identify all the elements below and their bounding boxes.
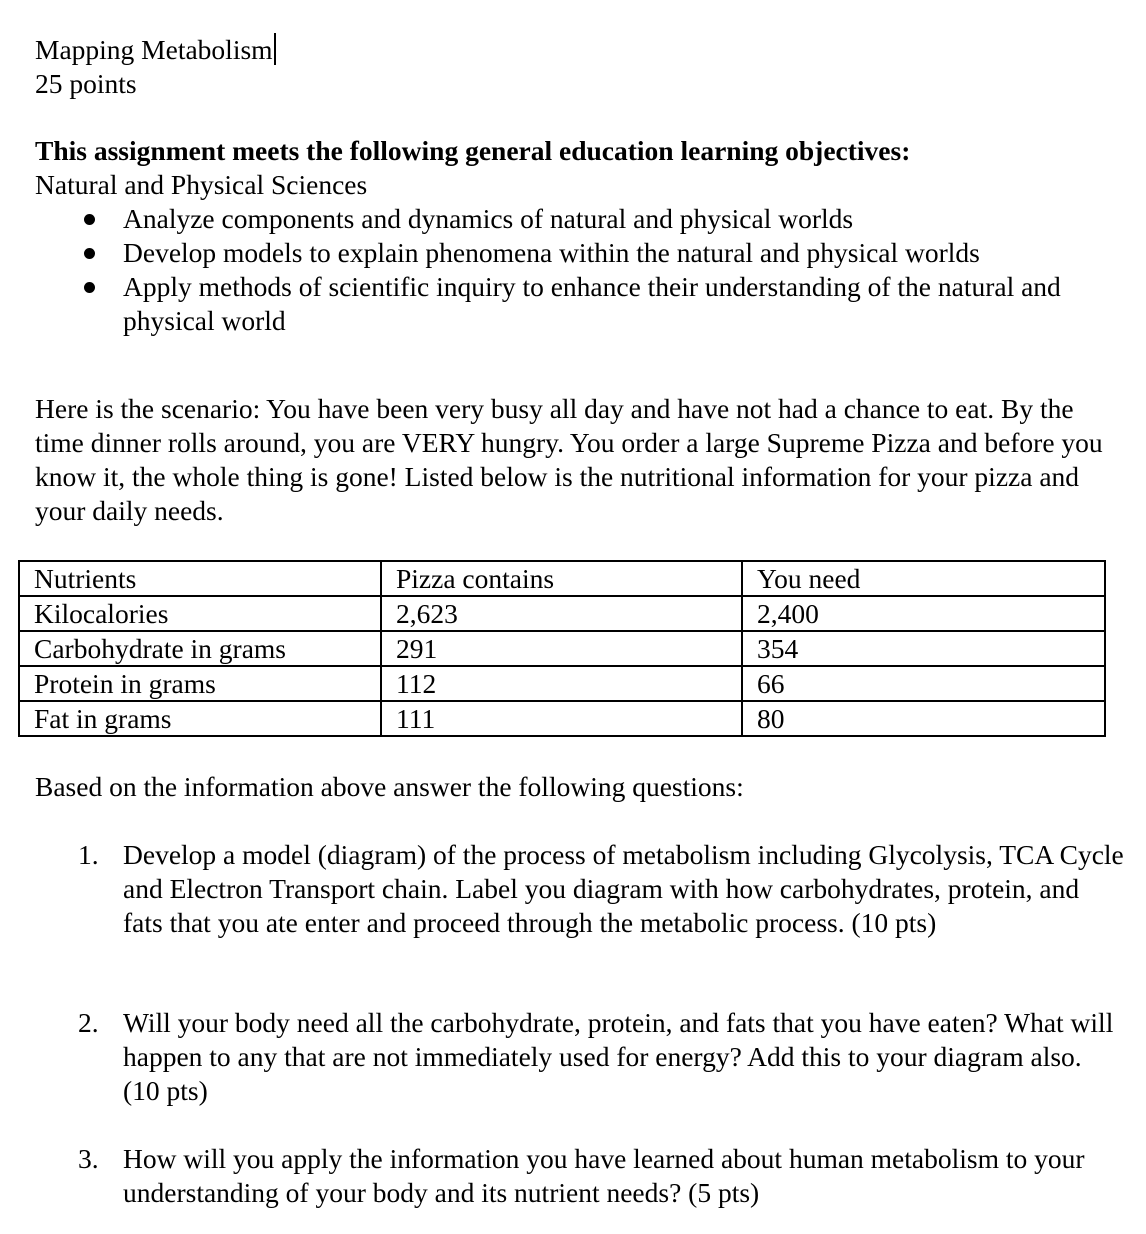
question-text: How will you apply the information you have learned about human metabolism to your understanding of your body and its nutrient needs? (5 pts) (123, 1143, 1085, 1208)
nutrition-table-wrap (18, 560, 1104, 737)
document-title: Mapping Metabolism (35, 34, 273, 65)
points-value: 25 points (35, 68, 137, 99)
objective-text: Apply methods of scientific inquiry to enhance their understanding of the natural and physical world (123, 271, 1061, 336)
question-number: 3. (78, 1143, 99, 1174)
text-cursor (274, 33, 276, 65)
table-header-cell: You need (742, 561, 1105, 596)
question-item (35, 1006, 1125, 1108)
bullet-icon (84, 248, 95, 259)
question-list-3 (35, 1142, 1125, 1210)
objectives-section (35, 134, 1125, 338)
table-cell: Kilocalories (19, 596, 381, 631)
objectives-category: Natural and Physical Sciences (35, 169, 368, 200)
table-cell: Carbohydrate in grams (19, 631, 381, 666)
table-row (19, 596, 1105, 631)
question-number: 2. (78, 1007, 99, 1038)
table-row (19, 666, 1105, 701)
document-title-line[interactable] (35, 33, 1125, 67)
question-text: Will your body need all the carbohydrate, protein, and fats that you have eaten? What will happen to any that are not immediately used for energy? Add this to your diagram also. (10 pts) (123, 1007, 1114, 1106)
table-header-row (19, 561, 1105, 596)
table-cell: 112 (381, 666, 742, 701)
objective-text: Analyze components and dynamics of natural and physical worlds (123, 203, 854, 234)
objective-item (35, 202, 1125, 236)
table-cell: 291 (381, 631, 742, 666)
table-header-cell: Pizza contains (381, 561, 742, 596)
table-row (19, 701, 1105, 736)
table-cell: 354 (742, 631, 1105, 666)
table-cell: Fat in grams (19, 701, 381, 736)
objective-text: Develop models to explain phenomena within the natural and physical worlds (123, 237, 980, 268)
table-cell: 66 (742, 666, 1105, 701)
table-cell: 2,400 (742, 596, 1105, 631)
question-text: Develop a model (diagram) of the process of metabolism including Glycolysis, TCA Cycle and Electron Transport chain. Label you diagram with how carbohydrates, protein, and fats that you ate enter and proceed through the metabolic process. (10 pts) (123, 839, 1124, 938)
question-item (35, 838, 1125, 940)
objective-item (35, 270, 1125, 338)
question-item (35, 1142, 1125, 1210)
questions-intro: Based on the information above answer the following questions: (35, 771, 744, 802)
document-header (35, 33, 1125, 101)
table-cell: Protein in grams (19, 666, 381, 701)
objectives-list (35, 202, 1125, 338)
bullet-icon (84, 214, 95, 225)
question-number: 1. (78, 839, 99, 870)
table-header-cell: Nutrients (19, 561, 381, 596)
objectives-heading: This assignment meets the following general education learning objectives: (35, 135, 911, 166)
objective-item (35, 236, 1125, 270)
table-cell: 111 (381, 701, 742, 736)
question-list-1 (35, 838, 1125, 940)
question-list-2 (35, 1006, 1125, 1108)
table-row (19, 631, 1105, 666)
table-cell: 80 (742, 701, 1105, 736)
table-cell: 2,623 (381, 596, 742, 631)
nutrition-table (18, 560, 1106, 737)
bullet-icon (84, 282, 95, 293)
scenario-paragraph: Here is the scenario: You have been very busy all day and have not had a chance to eat. By the time dinner rolls around, you are VERY hungry. You order a large Supreme Pizza and before you know it, the whole thing is gone! Listed below is the nutritional information for your pizza and your daily needs. (35, 393, 1103, 526)
